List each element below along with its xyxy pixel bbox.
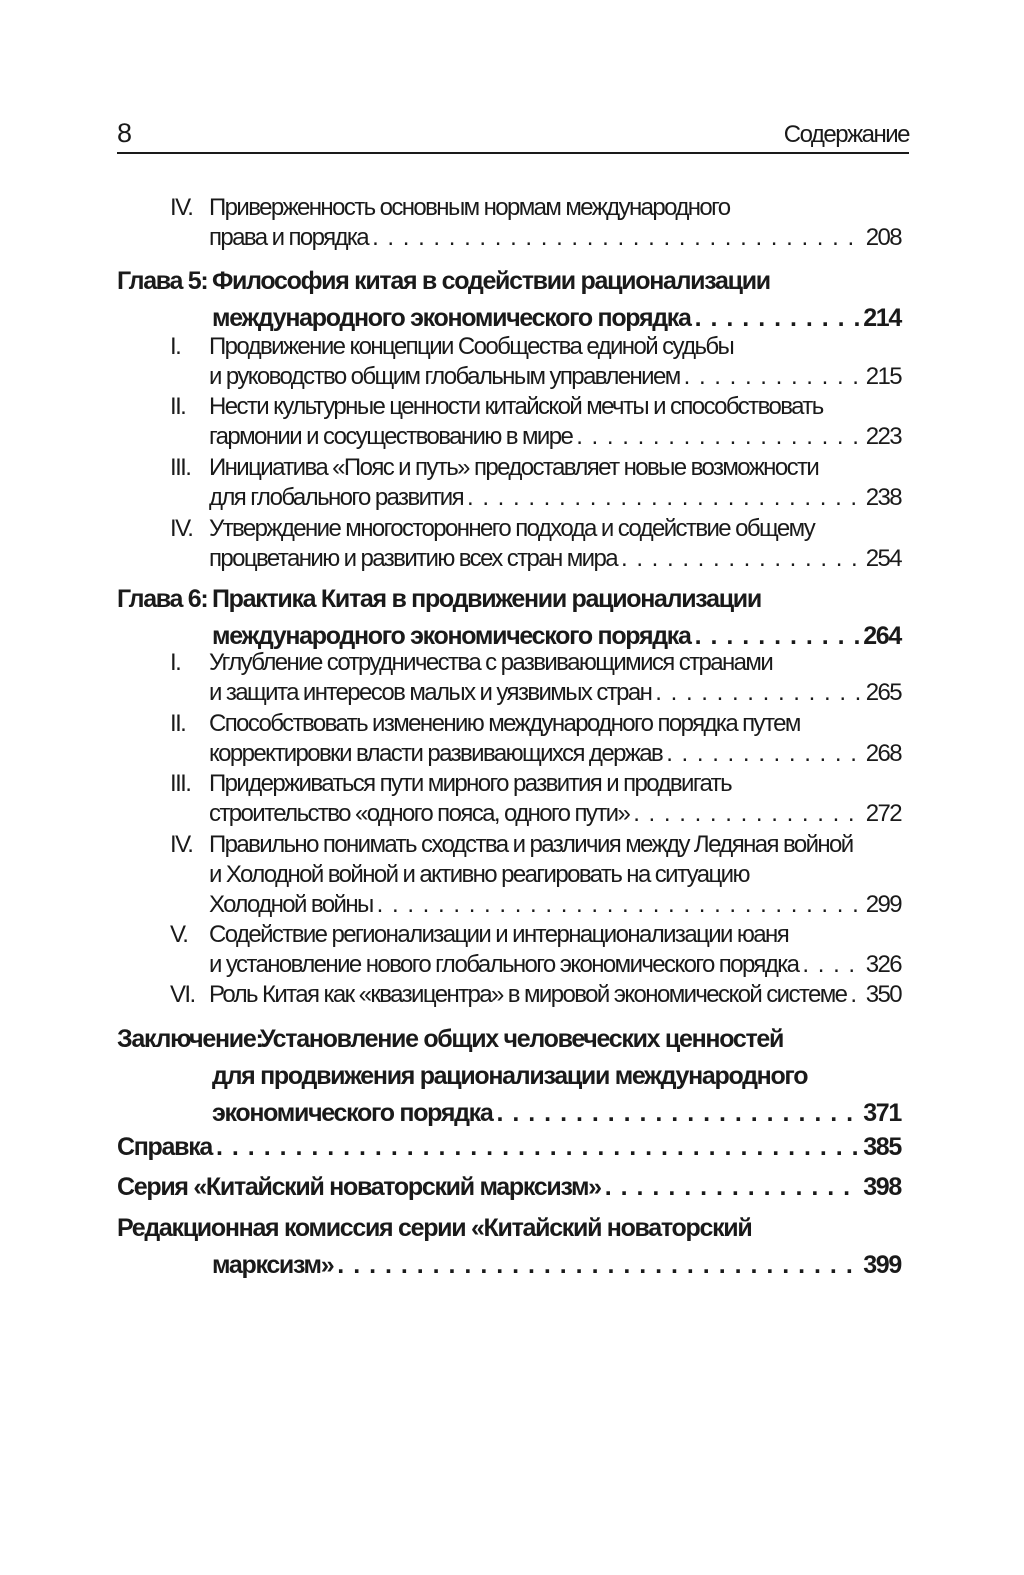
- page-reference: 268: [865, 740, 901, 767]
- entry-title-line: [209, 920, 788, 950]
- section-number: III.: [170, 770, 191, 797]
- entry-title-line: [117, 1172, 901, 1202]
- entry-title-text: для глобального развития: [209, 484, 463, 511]
- page-reference: 265: [865, 679, 901, 706]
- entry-title-text: международного экономического порядка: [212, 622, 691, 650]
- entry-title-text: Продвижение концепции Сообщества единой судьбы: [209, 333, 734, 360]
- entry-title-text: и руководство общим глобальным управлением: [209, 363, 680, 390]
- entry-title-text: Нести культурные ценности китайской мечты и способствовать: [209, 393, 823, 420]
- dot-leader: [216, 1132, 859, 1162]
- entry-title-line: [209, 739, 901, 769]
- entry-title-text: и защита интересов малых и уязвимых стран: [209, 679, 652, 706]
- entry-title-line: [209, 422, 901, 452]
- entry-title-line: [209, 223, 901, 253]
- page-reference: 326: [865, 951, 901, 978]
- entry-title-line: [212, 621, 901, 651]
- chapter-number: Заключение:: [117, 1025, 263, 1053]
- entry-title-text: корректировки власти развивающихся держав: [209, 740, 663, 767]
- entry-title-text: гармонии и сосуществованию в мире: [209, 423, 573, 450]
- page-reference: 223: [865, 423, 901, 450]
- page-reference: 214: [863, 304, 901, 332]
- entry-title-line: [209, 514, 814, 544]
- section-number: VI.: [170, 981, 195, 1008]
- entry-title-text: экономического порядка: [212, 1099, 493, 1127]
- page-reference: 238: [865, 484, 901, 511]
- section-number: I.: [170, 649, 181, 676]
- entry-title-text: процветанию и развитию всех стран мира: [209, 545, 617, 572]
- entry-title-text: Придерживаться пути мирного развития и продвигать: [209, 770, 731, 797]
- section-number: II.: [170, 393, 186, 420]
- entry-title-line: [117, 1213, 751, 1243]
- entry-title-line: [260, 1024, 783, 1054]
- entry-title-text: Редакционная комиссия серии «Китайский новаторский: [117, 1214, 752, 1242]
- entry-title-line: [209, 980, 901, 1010]
- dot-leader: [467, 483, 862, 513]
- page-reference: 371: [863, 1099, 901, 1127]
- entry-title-line: [209, 453, 818, 483]
- entry-title-text: Философия китая в содействии рационализации: [212, 267, 770, 295]
- section-number: II.: [170, 710, 186, 737]
- page-reference: 254: [865, 545, 901, 572]
- entry-title-text: Холодной войны: [209, 891, 373, 918]
- page-reference: 215: [865, 363, 901, 390]
- entry-title-line: [209, 890, 901, 920]
- dot-leader: [695, 303, 860, 333]
- page-number: 8: [117, 118, 132, 148]
- page-reference: 272: [865, 800, 901, 827]
- entry-title-text: Углубление сотрудничества с развивающимися странами: [209, 649, 773, 676]
- entry-title-line: [209, 392, 823, 422]
- book-page: [117, 0, 909, 1575]
- chapter-number: Глава 6:: [117, 585, 208, 613]
- page-reference: 385: [863, 1133, 901, 1161]
- entry-title-line: [212, 1061, 807, 1091]
- section-number: IV.: [170, 194, 193, 221]
- dot-leader: [621, 544, 862, 574]
- dot-leader: [802, 950, 861, 980]
- entry-title-text: строительство «одного пояса, одного пути»: [209, 800, 630, 827]
- dot-leader: [372, 223, 862, 253]
- dot-leader: [377, 890, 862, 920]
- page-reference: 398: [863, 1173, 901, 1201]
- entry-title-text: марксизм»: [212, 1251, 334, 1279]
- section-number: IV.: [170, 831, 193, 858]
- entry-title-line: [209, 193, 730, 223]
- entry-title-text: для продвижения рационализации международного: [212, 1062, 808, 1090]
- dot-leader: [576, 422, 862, 452]
- entry-title-line: [209, 860, 749, 890]
- entry-title-text: и Холодной войной и активно реагировать на ситуацию: [209, 861, 749, 888]
- dot-leader: [850, 980, 861, 1010]
- entry-title-text: Содействие регионализации и интернационализации юаня: [209, 921, 789, 948]
- dot-leader: [666, 739, 862, 769]
- page-reference: 264: [863, 622, 901, 650]
- entry-title-line: [209, 678, 901, 708]
- entry-title-line: [209, 544, 901, 574]
- entry-title-line: [209, 830, 853, 860]
- page-header: [117, 112, 909, 154]
- entry-title-text: Правильно понимать сходства и различия между Ледяная войной: [209, 831, 853, 858]
- dot-leader: [497, 1098, 860, 1128]
- dot-leader: [684, 362, 862, 392]
- entry-title-line: [209, 332, 733, 362]
- entry-title-line: [209, 362, 901, 392]
- entry-title-text: Серия «Китайский новаторский марксизм»: [117, 1173, 601, 1201]
- dot-leader: [695, 621, 860, 651]
- page-reference: 399: [863, 1251, 901, 1279]
- section-number: IV.: [170, 515, 193, 542]
- section-number: V.: [170, 921, 188, 948]
- entry-title-text: международного экономического порядка: [212, 304, 691, 332]
- entry-title-text: Утверждение многостороннего подхода и содействие общему: [209, 515, 815, 542]
- entry-title-line: [209, 799, 901, 829]
- entry-title-line: [117, 1132, 901, 1162]
- section-number: III.: [170, 454, 191, 481]
- entry-title-line: [209, 648, 772, 678]
- page-reference: 208: [865, 224, 901, 251]
- entry-title-line: [212, 303, 901, 333]
- entry-title-line: [212, 584, 761, 614]
- entry-title-text: права и порядка: [209, 224, 369, 251]
- dot-leader: [337, 1250, 859, 1280]
- entry-title-text: Практика Китая в продвижении рационализации: [212, 585, 761, 613]
- entry-title-text: и установление нового глобального экономического порядка: [209, 951, 799, 978]
- dot-leader: [633, 799, 862, 829]
- chapter-number: Глава 5:: [117, 267, 208, 295]
- section-number: I.: [170, 333, 181, 360]
- entry-title-text: Приверженность основным нормам международного: [209, 194, 730, 221]
- entry-title-text: Установление общих человеческих ценностей: [260, 1025, 784, 1053]
- page-reference: 299: [865, 891, 901, 918]
- entry-title-line: [212, 266, 770, 296]
- entry-title-line: [212, 1098, 901, 1128]
- entry-title-text: Способствовать изменению международного порядка путем: [209, 710, 800, 737]
- entry-title-line: [212, 1250, 901, 1280]
- dot-leader: [605, 1172, 859, 1202]
- dot-leader: [655, 678, 861, 708]
- entry-title-line: [209, 769, 731, 799]
- entry-title-line: [209, 483, 901, 513]
- running-title: Содержание: [783, 121, 909, 148]
- entry-title-line: [209, 709, 800, 739]
- entry-title-text: Справка: [117, 1133, 213, 1161]
- entry-title-line: [209, 950, 901, 980]
- entry-title-text: Роль Китая как «квазицентра» в мировой экономической системе: [209, 981, 847, 1008]
- entry-title-text: Инициатива «Пояс и путь» предоставляет новые возможности: [209, 454, 819, 481]
- page-reference: 350: [865, 981, 901, 1008]
